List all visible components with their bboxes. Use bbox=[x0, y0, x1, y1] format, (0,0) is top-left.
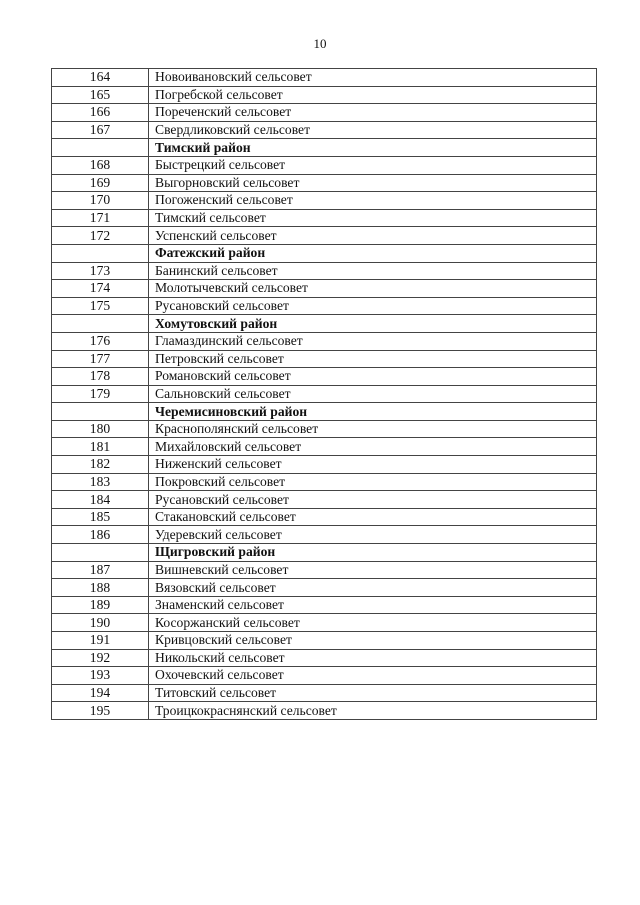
settlement-name: Романовский сельсовет bbox=[149, 368, 597, 386]
row-number: 166 bbox=[52, 104, 149, 122]
row-number bbox=[52, 244, 149, 262]
settlement-name: Свердликовский сельсовет bbox=[149, 121, 597, 139]
district-header-row bbox=[52, 244, 597, 262]
district-header-row bbox=[52, 403, 597, 421]
row-number: 178 bbox=[52, 368, 149, 386]
district-header-row bbox=[52, 139, 597, 157]
settlement-name: Пореченский сельсовет bbox=[149, 104, 597, 122]
district-header-row bbox=[52, 544, 597, 562]
row-number: 174 bbox=[52, 280, 149, 298]
row-number: 169 bbox=[52, 174, 149, 192]
table-row bbox=[52, 596, 597, 614]
settlement-name: Покровский сельсовет bbox=[149, 473, 597, 491]
table-row bbox=[52, 262, 597, 280]
settlement-name: Сальновский сельсовет bbox=[149, 385, 597, 403]
settlement-name: Новоивановский сельсовет bbox=[149, 69, 597, 87]
settlement-name: Вязовский сельсовет bbox=[149, 579, 597, 597]
settlement-name: Титовский сельсовет bbox=[149, 684, 597, 702]
row-number: 183 bbox=[52, 473, 149, 491]
table-row bbox=[52, 368, 597, 386]
table-row bbox=[52, 174, 597, 192]
row-number: 184 bbox=[52, 491, 149, 509]
table-row bbox=[52, 385, 597, 403]
table-row bbox=[52, 350, 597, 368]
row-number: 191 bbox=[52, 632, 149, 650]
settlement-name: Кривцовский сельсовет bbox=[149, 632, 597, 650]
row-number: 164 bbox=[52, 69, 149, 87]
row-number bbox=[52, 544, 149, 562]
row-number: 170 bbox=[52, 192, 149, 210]
row-number: 172 bbox=[52, 227, 149, 245]
settlements-table-body bbox=[52, 69, 597, 720]
district-name: Фатежский район bbox=[149, 244, 597, 262]
row-number: 176 bbox=[52, 332, 149, 350]
row-number: 194 bbox=[52, 684, 149, 702]
row-number: 165 bbox=[52, 86, 149, 104]
row-number: 175 bbox=[52, 297, 149, 315]
settlement-name: Стакановский сельсовет bbox=[149, 508, 597, 526]
table-row bbox=[52, 280, 597, 298]
table-row bbox=[52, 209, 597, 227]
table-row bbox=[52, 227, 597, 245]
row-number: 195 bbox=[52, 702, 149, 720]
row-number: 179 bbox=[52, 385, 149, 403]
row-number: 177 bbox=[52, 350, 149, 368]
table-row bbox=[52, 332, 597, 350]
row-number bbox=[52, 403, 149, 421]
row-number: 171 bbox=[52, 209, 149, 227]
table-row bbox=[52, 702, 597, 720]
table-row bbox=[52, 69, 597, 87]
page-number: 10 bbox=[313, 36, 327, 51]
settlement-name: Охочевский сельсовет bbox=[149, 667, 597, 685]
settlement-name: Троицкокраснянский сельсовет bbox=[149, 702, 597, 720]
settlement-name: Косоржанский сельсовет bbox=[149, 614, 597, 632]
table-row bbox=[52, 649, 597, 667]
table-row bbox=[52, 473, 597, 491]
settlement-name: Успенский сельсовет bbox=[149, 227, 597, 245]
settlement-name: Быстрецкий сельсовет bbox=[149, 156, 597, 174]
settlement-name: Выгорновский сельсовет bbox=[149, 174, 597, 192]
settlements-table bbox=[51, 68, 597, 720]
table-row bbox=[52, 438, 597, 456]
row-number: 185 bbox=[52, 508, 149, 526]
settlement-name: Вишневский сельсовет bbox=[149, 561, 597, 579]
district-name: Черемисиновский район bbox=[149, 403, 597, 421]
table-row bbox=[52, 579, 597, 597]
row-number: 188 bbox=[52, 579, 149, 597]
row-number: 173 bbox=[52, 262, 149, 280]
district-name: Тимский район bbox=[149, 139, 597, 157]
table-row bbox=[52, 491, 597, 509]
table-row bbox=[52, 632, 597, 650]
table-row bbox=[52, 508, 597, 526]
table-row bbox=[52, 526, 597, 544]
row-number: 190 bbox=[52, 614, 149, 632]
table-row bbox=[52, 614, 597, 632]
row-number: 187 bbox=[52, 561, 149, 579]
settlement-name: Петровский сельсовет bbox=[149, 350, 597, 368]
table-row bbox=[52, 297, 597, 315]
table-row bbox=[52, 561, 597, 579]
table-row bbox=[52, 104, 597, 122]
row-number: 193 bbox=[52, 667, 149, 685]
settlement-name: Знаменский сельсовет bbox=[149, 596, 597, 614]
settlement-name: Никольский сельсовет bbox=[149, 649, 597, 667]
table-row bbox=[52, 192, 597, 210]
district-name: Хомутовский район bbox=[149, 315, 597, 333]
settlement-name: Тимский сельсовет bbox=[149, 209, 597, 227]
table-row bbox=[52, 667, 597, 685]
district-name: Щигровский район bbox=[149, 544, 597, 562]
table-row bbox=[52, 86, 597, 104]
settlement-name: Русановский сельсовет bbox=[149, 491, 597, 509]
district-header-row bbox=[52, 315, 597, 333]
table-row bbox=[52, 420, 597, 438]
settlement-name: Ниженский сельсовет bbox=[149, 456, 597, 474]
settlement-name: Банинский сельсовет bbox=[149, 262, 597, 280]
settlement-name: Гламаздинский сельсовет bbox=[149, 332, 597, 350]
row-number: 181 bbox=[52, 438, 149, 456]
row-number: 186 bbox=[52, 526, 149, 544]
settlement-name: Погребской сельсовет bbox=[149, 86, 597, 104]
row-number bbox=[52, 139, 149, 157]
settlement-name: Молотычевский сельсовет bbox=[149, 280, 597, 298]
row-number: 182 bbox=[52, 456, 149, 474]
row-number: 168 bbox=[52, 156, 149, 174]
row-number: 189 bbox=[52, 596, 149, 614]
row-number: 167 bbox=[52, 121, 149, 139]
settlement-name: Русановский сельсовет bbox=[149, 297, 597, 315]
settlement-name: Краснополянский сельсовет bbox=[149, 420, 597, 438]
row-number bbox=[52, 315, 149, 333]
settlement-name: Михайловский сельсовет bbox=[149, 438, 597, 456]
settlement-name: Погоженский сельсовет bbox=[149, 192, 597, 210]
settlement-name: Удеревский сельсовет bbox=[149, 526, 597, 544]
row-number: 192 bbox=[52, 649, 149, 667]
table-row bbox=[52, 456, 597, 474]
table-row bbox=[52, 121, 597, 139]
row-number: 180 bbox=[52, 420, 149, 438]
table-row bbox=[52, 684, 597, 702]
table-row bbox=[52, 156, 597, 174]
